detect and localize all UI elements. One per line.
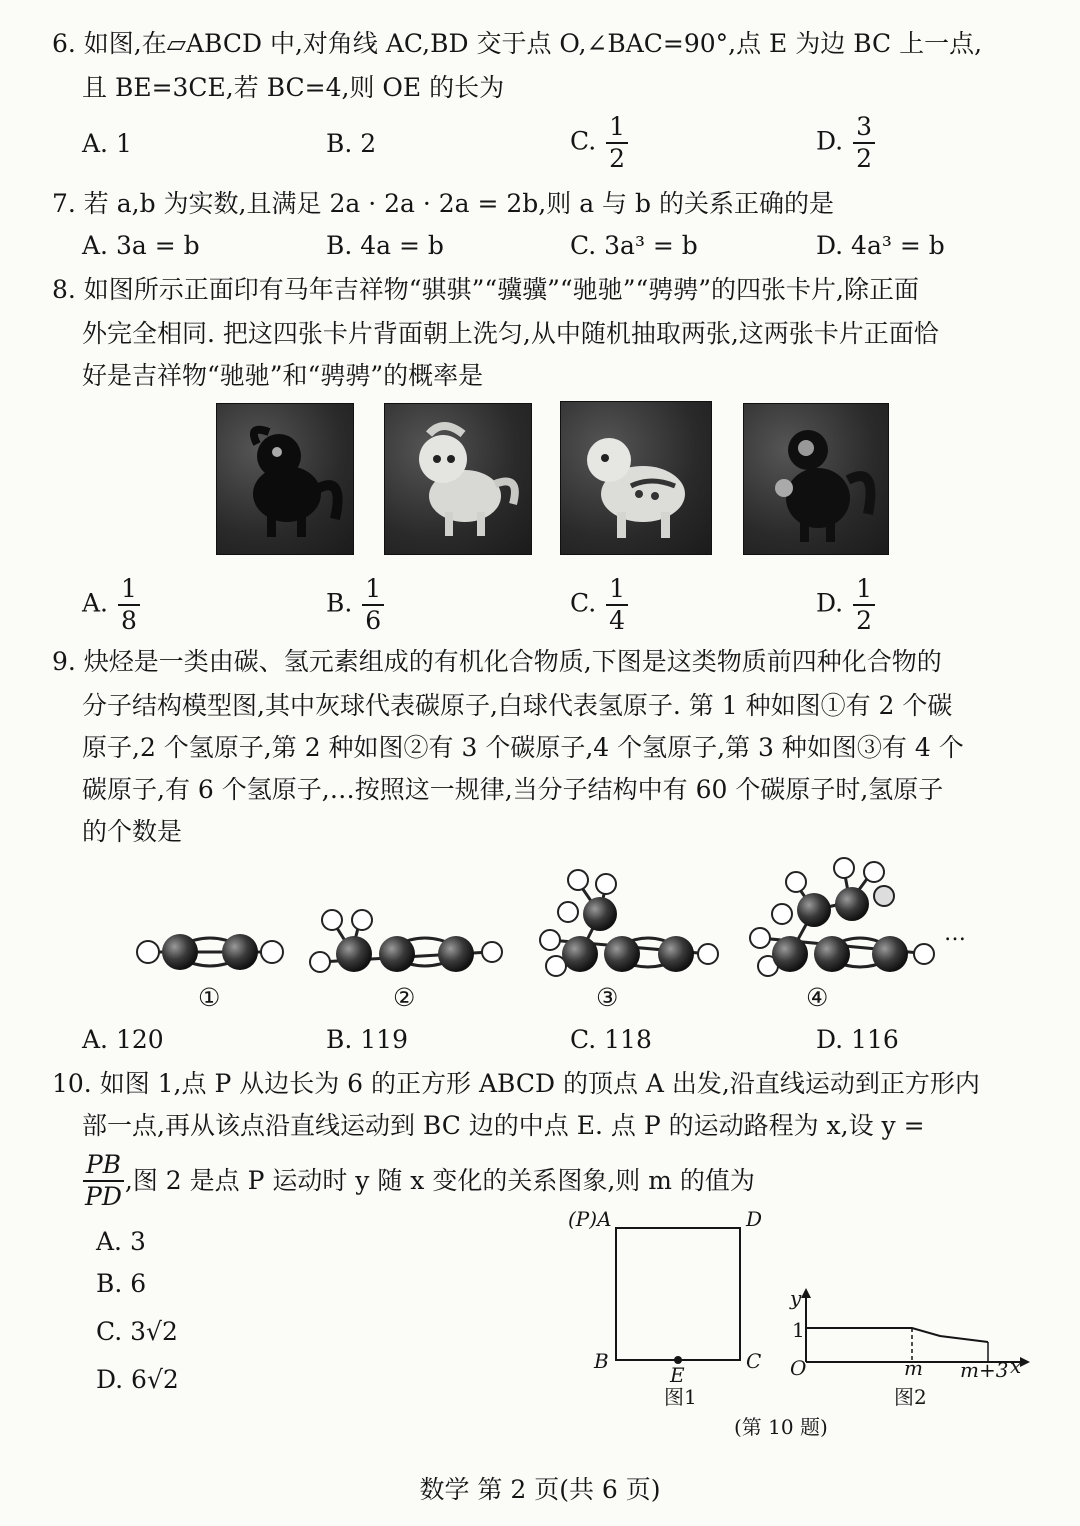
q8-option-c-fraction xyxy=(606,574,628,636)
q10-line1: 10. 如图 1,点 P 从边长为 6 的正方形 ABCD 的顶点 A 出发,沿直线运动到正方形内 xyxy=(52,1069,980,1098)
q6-option-b: B. 2 xyxy=(326,129,377,158)
molecule-figures xyxy=(120,850,980,1020)
q9-line4: 碳原子,有 6 个氢原子,…按照这一规律,当分子结构中有 60 个碳原子时,氢原子 xyxy=(82,775,944,804)
mascot-jiji-image xyxy=(385,404,531,554)
fig2-label-y: y xyxy=(790,1286,802,1310)
q8-option-d-fraction xyxy=(853,574,875,636)
q6-option-d xyxy=(816,112,875,174)
q6-option-c-denominator: 2 xyxy=(609,144,626,173)
q8-option-a-fraction xyxy=(118,574,140,636)
q8-option-b-fraction xyxy=(362,574,384,636)
q8-option-b-numerator: 1 xyxy=(362,574,384,606)
molecule-3 xyxy=(540,870,718,976)
mascot-card-chichi xyxy=(560,401,712,555)
q10-line2: 部一点,再从该点沿直线运动到 BC 边的中点 E. 点 P 的运动路程为 x,设 y = xyxy=(82,1111,925,1140)
q6-option-d-prefix: D. xyxy=(816,126,844,156)
q7-option-a: A. 3a = b xyxy=(82,231,200,260)
q8-line1: 8. 如图所示正面印有马年吉祥物“骐骐”“骥骥”“驰驰”“骋骋”的四张卡片,除正面 xyxy=(52,275,919,304)
q9-option-b: B. 119 xyxy=(326,1025,408,1054)
fig2-caption: 图2 xyxy=(894,1385,927,1409)
fig2-label-one: 1 xyxy=(792,1318,805,1342)
q6-line1: 6. 如图,在▱ABCD 中,对角线 AC,BD 交于点 O,∠BAC=90°,点 E 为边 BC 上一点, xyxy=(52,29,983,58)
q6-option-d-numerator: 3 xyxy=(853,112,875,144)
molecule-label-2: ② xyxy=(393,983,416,1012)
fig2-label-m: m xyxy=(904,1356,923,1380)
q9-option-a: A. 120 xyxy=(82,1025,164,1054)
q8-option-d-numerator: 1 xyxy=(853,574,875,606)
q6-option-d-denominator: 2 xyxy=(856,144,872,173)
molecule-2 xyxy=(310,910,502,972)
molecule-ellipsis: … xyxy=(944,921,966,946)
q10-option-a: A. 3 xyxy=(96,1227,146,1256)
mascot-card-qiqi xyxy=(216,403,354,555)
fig1-label-pa: (P)A xyxy=(568,1207,612,1231)
q10-ratio-numerator: PB xyxy=(83,1150,124,1182)
q8-option-a xyxy=(82,574,140,636)
q10-ratio-denominator: PD xyxy=(85,1182,122,1211)
q7-option-c: C. 3a³ = b xyxy=(570,231,698,260)
q8-option-c-denominator: 4 xyxy=(609,606,626,635)
q6-option-d-fraction xyxy=(853,112,875,174)
fig1-label-e: E xyxy=(670,1363,685,1387)
fig1-label-b: B xyxy=(594,1349,609,1373)
q10-figure-caption: (第 10 题) xyxy=(734,1415,828,1439)
q8-option-c xyxy=(570,574,628,636)
mascot-chengcheng-image xyxy=(744,404,888,554)
q6-line2: 且 BE=3CE,若 BC=4,则 OE 的长为 xyxy=(82,73,505,102)
q9-option-c: C. 118 xyxy=(570,1025,652,1054)
q6-option-c-numerator: 1 xyxy=(606,112,628,144)
fig2-label-origin: O xyxy=(790,1356,807,1380)
q7-option-b: B. 4a = b xyxy=(326,231,444,260)
mascot-chichi-image xyxy=(561,402,711,554)
q9-line1: 9. 炔烃是一类由碳、氢元素组成的有机化合物质,下图是这类物质前四种化合物的 xyxy=(52,647,942,676)
q8-option-a-denominator: 8 xyxy=(120,606,137,635)
fig1-label-c: C xyxy=(746,1349,762,1373)
q8-option-c-numerator: 1 xyxy=(606,574,628,606)
q10-line3-text: ,图 2 是点 P 运动时 y 随 x 变化的关系图象,则 m 的值为 xyxy=(124,1166,755,1195)
q8-option-d-prefix: D. xyxy=(816,588,844,618)
fig1-label-d: D xyxy=(746,1207,763,1231)
fig2-label-x: x xyxy=(1010,1354,1022,1378)
q7-line1: 7. 若 a,b 为实数,且满足 2a · 2a · 2a = 2b,则 a 与 b 的关系正确的是 xyxy=(52,189,834,218)
q9-option-d: D. 116 xyxy=(816,1025,899,1054)
q10-option-b: B. 6 xyxy=(96,1269,147,1298)
q10-ratio-fraction xyxy=(82,1150,125,1212)
q8-option-b xyxy=(326,574,384,636)
q8-option-a-numerator: 1 xyxy=(118,574,140,606)
mascot-qiqi-image xyxy=(217,404,353,554)
molecule-label-4: ④ xyxy=(806,983,829,1012)
q6-option-c xyxy=(570,112,628,174)
q9-line2: 分子结构模型图,其中灰球代表碳原子,白球代表氢原子. 第 1 种如图①有 2 个碳 xyxy=(82,691,953,720)
page-footer: 数学 第 2 页(共 6 页) xyxy=(419,1475,661,1504)
q8-option-d xyxy=(816,574,875,636)
mascot-card-chengcheng xyxy=(743,403,889,555)
molecule-4 xyxy=(750,858,934,976)
q10-option-c: C. 3√2 xyxy=(96,1317,178,1346)
q10-line3 xyxy=(82,1150,755,1212)
q8-option-b-prefix: B. xyxy=(326,588,353,618)
q8-option-c-prefix: C. xyxy=(570,588,597,618)
q8-option-b-denominator: 6 xyxy=(365,606,382,635)
q8-option-d-denominator: 2 xyxy=(856,606,872,635)
fig2-label-m3: m+3 xyxy=(960,1358,1009,1382)
molecule-1 xyxy=(137,934,283,970)
q6-option-c-prefix: C. xyxy=(570,126,597,156)
q8-line2: 外完全相同. 把这四张卡片背面朝上洗匀,从中随机抽取两张,这两张卡片正面恰 xyxy=(82,319,939,348)
mascot-card-jiji xyxy=(384,403,532,555)
q6-option-c-fraction xyxy=(606,112,628,174)
q8-option-a-prefix: A. xyxy=(82,588,109,618)
molecule-label-1: ① xyxy=(198,983,221,1012)
q9-line5: 的个数是 xyxy=(82,817,183,846)
q10-option-d: D. 6√2 xyxy=(96,1365,179,1394)
fig1-caption: 图1 xyxy=(664,1385,697,1409)
q9-line3: 原子,2 个氢原子,第 2 种如图②有 3 个碳原子,4 个氢原子,第 3 种如图③有 4 个 xyxy=(82,733,964,762)
q8-line3: 好是吉祥物“驰驰”和“骋骋”的概率是 xyxy=(82,361,484,390)
q7-option-d: D. 4a³ = b xyxy=(816,231,945,260)
q6-option-a: A. 1 xyxy=(82,129,132,158)
molecule-label-3: ③ xyxy=(596,983,619,1012)
